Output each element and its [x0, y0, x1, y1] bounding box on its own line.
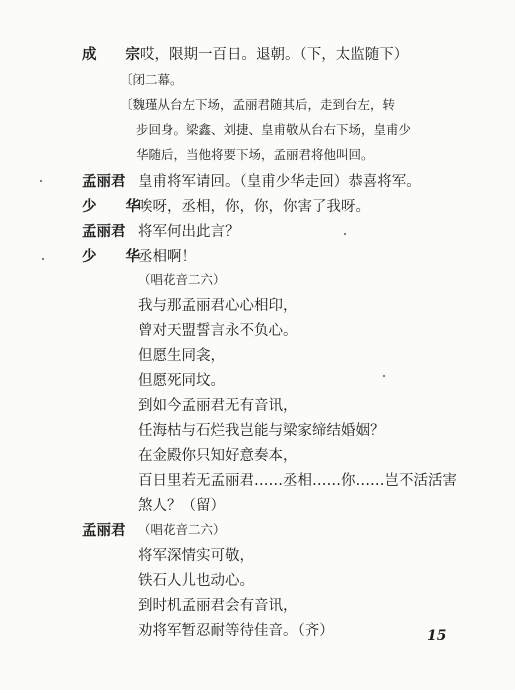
verse-line: 但愿生同衾，: [138, 348, 225, 364]
verse-line: 在金殿你只知好意奏本，: [138, 448, 298, 464]
verse-line: 任海枯与石烂我岂能与梁家缔结婚姻？: [138, 423, 385, 439]
scan-speck: [42, 258, 44, 260]
verse-line: 百日里若无孟丽君……丞相……你……岂不活活害: [138, 473, 457, 489]
stage-direction: 〔闭二幕。: [120, 72, 183, 87]
speaker-label: 孟丽君: [82, 173, 126, 190]
singing-cue: （唱花音二六）: [138, 272, 226, 287]
verse-line: 曾对天盟誓言永不负心。: [138, 323, 298, 339]
dialogue-line: 丞相啊！: [138, 249, 196, 265]
scan-speck: [344, 233, 346, 235]
page-number: 15: [427, 628, 447, 644]
verse-line: 铁石人儿也动心。: [138, 573, 254, 589]
scan-speck: [40, 180, 42, 182]
dialogue-line: 皇甫将军请回。（皇甫少华走回）恭喜将军。: [138, 174, 421, 190]
stage-direction: 步回身。梁鑫、刘捷、皇甫敬从台右下场，皇甫少: [136, 122, 412, 137]
speaker-label: 少 华: [82, 248, 153, 265]
dialogue-line: 唉呀，丞相，你，你，你害了我呀。: [138, 199, 370, 215]
verse-line: 将军深情实可敬，: [138, 548, 254, 564]
scan-speck: [383, 375, 385, 377]
verse-line: 到时机孟丽君会有音讯，: [138, 598, 298, 614]
dialogue-line: 哎，限期一百日。退朝。（下，太监随下）: [140, 47, 409, 63]
stage-direction: 华随后，当他将要下场，孟丽君将他叫回。: [136, 147, 374, 162]
verse-line: 但愿死同坟。: [138, 373, 225, 389]
dialogue-line: 将军何出此言？: [138, 224, 240, 240]
singing-cue: （唱花音二六）: [138, 522, 226, 537]
speaker-label: 少 华: [82, 198, 153, 215]
speaker-label: 孟丽君: [82, 223, 126, 240]
speaker-label: 孟丽君: [82, 522, 126, 539]
verse-line: 到如今孟丽君无有音讯，: [138, 398, 298, 414]
speaker-label: 成 宗: [82, 46, 153, 63]
stage-direction: 〔魏瑾从台左下场，孟丽君随其后，走到台左，转: [120, 97, 396, 112]
verse-line: 我与那孟丽君心心相印，: [138, 298, 298, 314]
verse-line: 劝将军暂忍耐等待佳音。（齐）: [138, 623, 334, 639]
verse-line: 煞人？（留）: [138, 498, 225, 514]
